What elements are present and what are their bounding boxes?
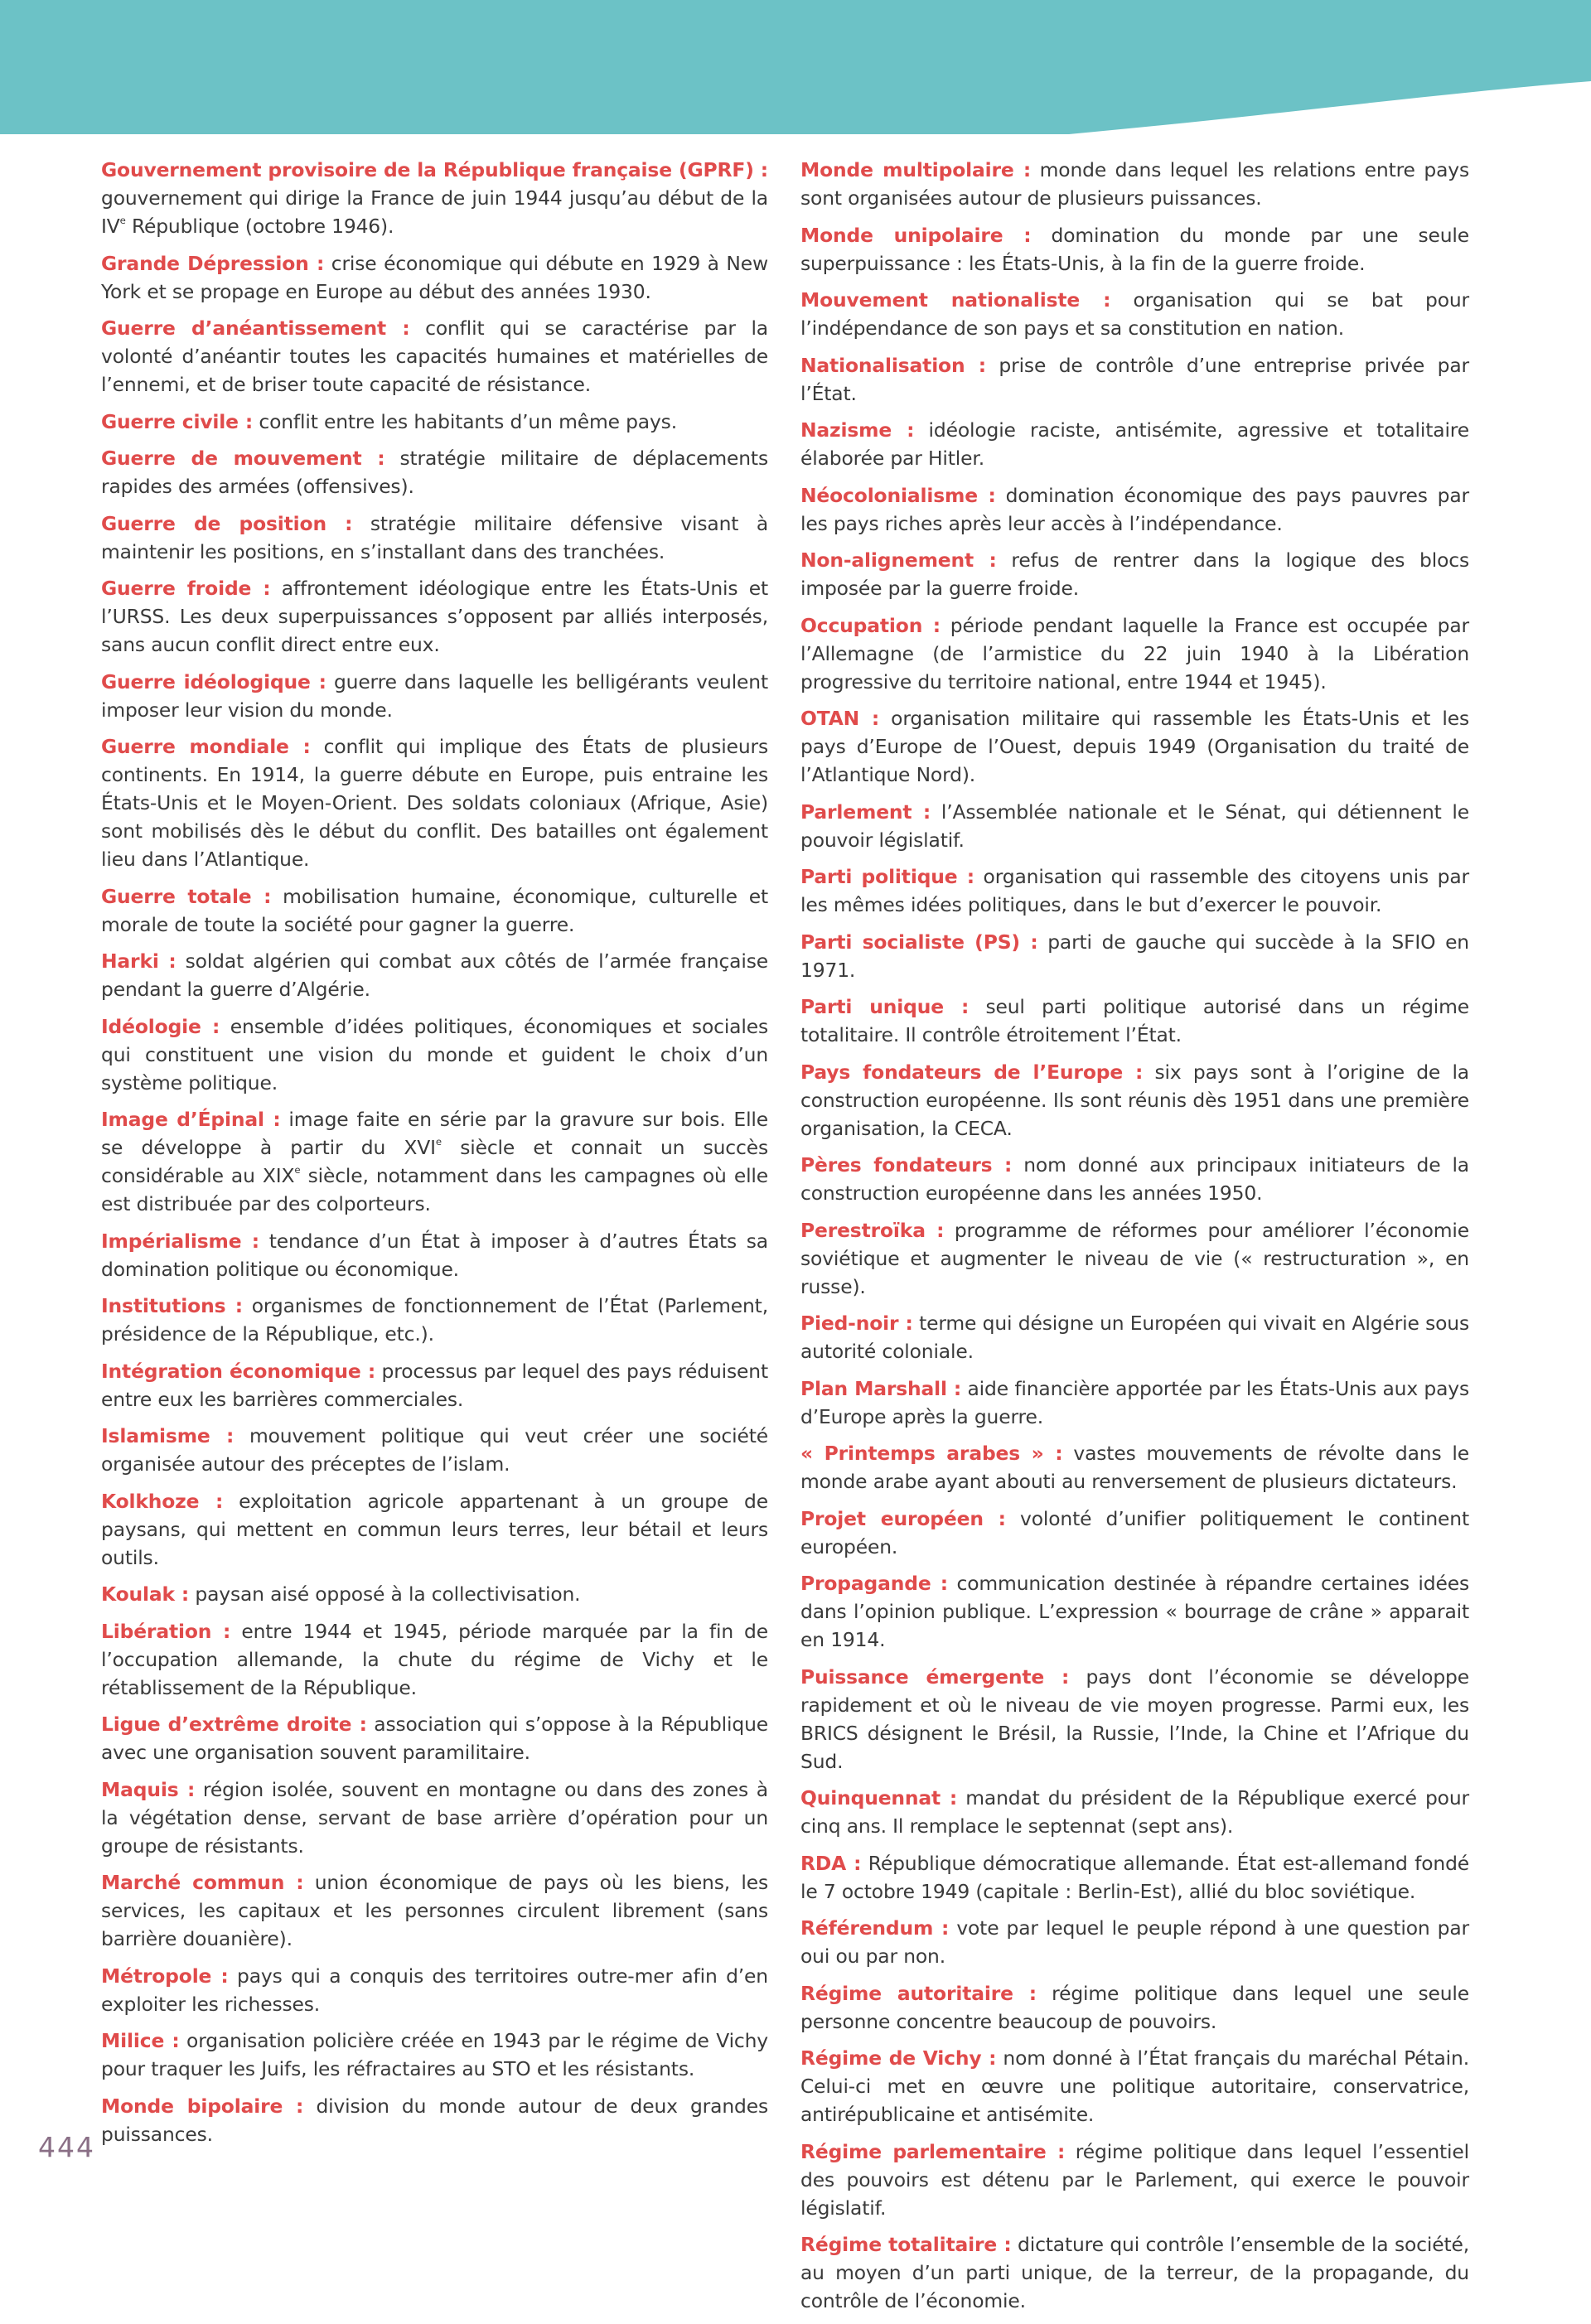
glossary-entry bbox=[101, 1487, 768, 1572]
glossary-entry bbox=[101, 1012, 768, 1097]
glossary-entry bbox=[101, 1962, 768, 2018]
glossary-definition: domination économique des pays pauvres par les pays riches après leur accès à l’indépendance. bbox=[800, 483, 1469, 535]
glossary-term: Parti unique : bbox=[800, 995, 970, 1018]
glossary-entry bbox=[101, 1227, 768, 1283]
glossary-entry bbox=[101, 408, 768, 436]
glossary-definition: région isolée, souvent en montagne ou dans des zones à la végétation dense, servant de base arrière d’opération pour un groupe de résistants. bbox=[101, 1777, 768, 1858]
glossary-definition: conflit qui implique des États de plusieurs continents. En 1914, la guerre débute en Europe, puis entraine les États-Unis et le Moyen-Orient. Des soldats coloniaux (Afrique, Asie) sont mobilisés dès le début du conflit. Des batailles ont également lieu dans l’Atlantique. bbox=[101, 735, 769, 871]
glossary-entry bbox=[101, 1357, 768, 1413]
glossary-entry bbox=[800, 221, 1469, 278]
glossary-definition: siècle et connait un succès considérable au XIX bbox=[101, 1136, 768, 1187]
glossary-entry bbox=[800, 416, 1469, 472]
glossary-entry bbox=[101, 1105, 768, 1218]
glossary-term: Régime parlementaire : bbox=[800, 2139, 1066, 2163]
glossary-definition: organisation policière créée en 1943 par le régime de Vichy pour traquer les Juifs, les réfractaires au STO et les résistants. bbox=[101, 2029, 768, 2080]
glossary-entry bbox=[101, 249, 768, 306]
glossary-column-right bbox=[800, 156, 1469, 2324]
glossary-entry bbox=[101, 882, 768, 939]
glossary-definition: entre 1944 et 1945, période marquée par la fin de l’occupation allemande, la chute du régime de Vichy et le rétablissement de la République. bbox=[101, 1619, 768, 1699]
glossary-definition: République démocratique allemande. État est-allemand fondé le 7 octobre 1949 (capitale : Berlin-Est), allié du bloc soviétique. bbox=[800, 1851, 1470, 1903]
glossary-entry bbox=[101, 574, 768, 659]
glossary-term: Guerre totale : bbox=[101, 884, 272, 908]
glossary-term: Grande Dépression : bbox=[101, 251, 325, 275]
glossary-definition: organisation militaire qui rassemble les États-Unis et les pays d’Europe de l’Ouest, depuis 1949 (Organisation du traité de l’Atlantique Nord). bbox=[800, 707, 1469, 786]
glossary-definition: programme de réformes pour améliorer l’économie soviétique et augmenter le niveau de vie (« restructuration », en russe). bbox=[800, 1218, 1469, 1298]
glossary-definition: tendance d’un État à imposer à d’autres États sa domination politique ou économique. bbox=[101, 1229, 768, 1281]
glossary-definition: conflit qui se caractérise par la volonté d’anéantir toutes les capacités humaines et matérielles de l’ennemi, et de briser toute capacité de résistance. bbox=[101, 316, 768, 396]
glossary-term: Islamisme : bbox=[101, 1424, 235, 1447]
glossary-term: Kolkhoze : bbox=[101, 1489, 224, 1513]
glossary-term: Ligue d’extrême droite : bbox=[101, 1713, 367, 1736]
glossary-term: Image d’Épinal : bbox=[101, 1108, 281, 1131]
glossary-definition: parti de gauche qui succède à la SFIO en 1971. bbox=[800, 930, 1469, 982]
glossary-definition: communication destinée à répandre certaines idées dans l’opinion publique. L’expression « bourrage de crâne » apparait en 1914. bbox=[800, 1572, 1469, 1651]
glossary-definition: soldat algérien qui combat aux côtés de l’armée française pendant la guerre d’Algérie. bbox=[101, 949, 768, 1001]
glossary-definition: organisation qui rassemble des citoyens unis par les mêmes idées politiques, dans le but d’exercer le pouvoir. bbox=[800, 865, 1469, 916]
glossary-definition: pays dont l’économie se développe rapidement et où le niveau de vie moyen progresse. Parmi eux, les BRICS désignent le Brésil, la Russie, l’Inde, la Chine et l’Afrique du Sud. bbox=[800, 1664, 1469, 1773]
glossary-entry bbox=[800, 1309, 1469, 1365]
glossary-term: OTAN : bbox=[800, 707, 880, 730]
glossary-definition: guerre dans laquelle les belligérants veulent imposer leur vision du monde. bbox=[101, 669, 768, 722]
glossary-term: Puissance émergente : bbox=[800, 1664, 1070, 1689]
glossary-term: Nazisme : bbox=[800, 418, 915, 442]
glossary-term: Guerre froide : bbox=[101, 577, 271, 600]
glossary-term: Occupation : bbox=[800, 613, 941, 637]
glossary-entry bbox=[800, 1849, 1469, 1906]
glossary-entry bbox=[101, 156, 768, 240]
glossary-definition: aide financière apportée par les États-Unis aux pays d’Europe après la guerre. bbox=[800, 1376, 1469, 1428]
glossary-definition: ensemble d’idées politiques, économiques et sociales qui constituent une vision du monde et guident le choix d’un système politique. bbox=[101, 1014, 768, 1094]
glossary-term: Propagande : bbox=[800, 1572, 949, 1595]
glossary-entry bbox=[800, 928, 1469, 984]
glossary-term: « Printemps arabes » : bbox=[800, 1442, 1063, 1465]
glossary-term: Parlement : bbox=[800, 800, 931, 824]
header-banner-wave bbox=[0, 0, 1591, 134]
glossary-entry bbox=[800, 546, 1469, 602]
glossary-term: Pays fondateurs de l’Europe : bbox=[800, 1060, 1144, 1084]
glossary-term: Gouvernement provisoire de la République française (GPRF) : bbox=[101, 158, 768, 181]
glossary-term: Pied-noir : bbox=[800, 1312, 913, 1335]
glossary-entry bbox=[101, 668, 768, 724]
page-number: 444 bbox=[38, 2131, 95, 2163]
glossary-term: Monde multipolaire : bbox=[800, 158, 1032, 181]
glossary-term: Monde unipolaire : bbox=[800, 223, 1032, 247]
glossary-definition: mobilisation humaine, économique, culturelle et morale de toute la société pour gagner la guerre. bbox=[101, 884, 768, 936]
glossary-entry bbox=[800, 1375, 1469, 1431]
glossary-entry bbox=[800, 2138, 1469, 2222]
glossary-term: Projet européen : bbox=[800, 1506, 1006, 1530]
glossary-definition: image faite en série par la gravure sur bois. Elle se développe à partir du XVI bbox=[101, 1108, 769, 1159]
glossary-entry bbox=[101, 1292, 768, 1348]
glossary-term: Parti politique : bbox=[800, 865, 974, 888]
glossary-term: Régime autoritaire : bbox=[800, 1981, 1037, 2005]
glossary-definition: terme qui désigne un Européen qui vivait en Algérie sous autorité coloniale. bbox=[800, 1312, 1469, 1363]
glossary-entry bbox=[101, 732, 768, 873]
glossary-entry bbox=[800, 1439, 1469, 1495]
header-banner bbox=[0, 0, 1591, 141]
glossary-definition: nom donné à l’État français du maréchal Pétain. Celui-ci met en œuvre une politique autoritaire, conservatrice, antirépublicaine et antisémite. bbox=[800, 2046, 1469, 2126]
glossary-definition: régime politique dans lequel l’essentiel des pouvoirs est détenu par le Parlement, qui exerce le pouvoir législatif. bbox=[800, 2139, 1469, 2220]
glossary-definition: affrontement idéologique entre les États-Unis et l’URSS. Les deux superpuissances s’opposent par alliés interposés, sans aucun conflit direct entre eux. bbox=[101, 577, 768, 656]
glossary-entry bbox=[800, 798, 1469, 854]
glossary-entry bbox=[800, 1784, 1469, 1840]
glossary-definition: période pendant laquelle la France est occupée par l’Allemagne (de l’armistice du 22 juin 1940 à la Libération progressive du territoire national, entre 1944 et 1945). bbox=[800, 613, 1469, 693]
glossary-definition: République (octobre 1946). bbox=[125, 215, 394, 238]
glossary-term: Libération : bbox=[101, 1619, 231, 1643]
glossary-definition: nom donné aux principaux initiateurs de la construction européenne dans les années 1950. bbox=[800, 1153, 1469, 1205]
superscript: e bbox=[294, 1163, 301, 1176]
glossary-term: Intégration économique : bbox=[101, 1359, 376, 1383]
glossary-definition: monde dans lequel les relations entre pays sont organisées autour de plusieurs puissances. bbox=[800, 158, 1469, 210]
glossary-definition: association qui s’oppose à la République avec une organisation souvent paramilitaire. bbox=[101, 1713, 768, 1764]
glossary-definition: domination du monde par une seule superpuissance : les États-Unis, à la fin de la guerre froide. bbox=[800, 223, 1469, 275]
glossary-entry bbox=[800, 2230, 1469, 2315]
glossary-entry bbox=[800, 1505, 1469, 1561]
glossary-definition: conflit entre les habitants d’un même pays. bbox=[253, 409, 678, 433]
glossary-entry bbox=[101, 510, 768, 566]
glossary-definition: crise économique qui débute en 1929 à New York et se propage en Europe au début des années 1930. bbox=[101, 251, 768, 303]
glossary-term: Marché commun : bbox=[101, 1871, 304, 1894]
glossary-term: Régime totalitaire : bbox=[800, 2233, 1012, 2256]
glossary-entry bbox=[800, 1216, 1469, 1301]
glossary-definition: exploitation agricole appartenant à un groupe de paysans, qui mettent en commun leurs terres, leur bétail et leurs outils. bbox=[101, 1489, 768, 1569]
glossary-entry bbox=[800, 1663, 1469, 1776]
glossary-definition: processus par lequel des pays réduisent entre eux les barrières commerciales. bbox=[101, 1359, 768, 1411]
glossary-definition: stratégie militaire de déplacements rapides des armées (offensives). bbox=[101, 447, 768, 498]
glossary-definition: mouvement politique qui veut créer une société organisée autour des préceptes de l’islam. bbox=[101, 1424, 768, 1476]
glossary-term: Idéologie : bbox=[101, 1014, 220, 1038]
glossary-entry bbox=[800, 611, 1469, 696]
glossary-definition: l’Assemblée nationale et le Sénat, qui détiennent le pouvoir législatif. bbox=[800, 800, 1469, 852]
glossary-definition: union économique de pays où les biens, les services, les capitaux et les personnes circulent librement (sans barrière douanière). bbox=[101, 1871, 769, 1950]
glossary-definition: vastes mouvements de révolte dans le monde arabe ayant abouti au renversement de plusieurs dictateurs. bbox=[800, 1442, 1469, 1493]
glossary-entry bbox=[800, 1979, 1469, 2036]
glossary-term: Quinquennat : bbox=[800, 1786, 958, 1809]
glossary-definition: pays qui a conquis des territoires outre-mer afin d’en exploiter les richesses. bbox=[101, 1964, 768, 2016]
glossary-entry bbox=[800, 862, 1469, 919]
glossary-definition: division du monde autour de deux grandes puissances. bbox=[101, 2094, 768, 2146]
glossary-entry bbox=[101, 1422, 768, 1478]
glossary-definition: prise de contrôle d’une entreprise privée par l’État. bbox=[800, 353, 1469, 405]
glossary-definition: organismes de fonctionnement de l’État (Parlement, présidence de la République, etc.). bbox=[101, 1294, 768, 1346]
glossary-entry bbox=[101, 947, 768, 1003]
glossary-entry bbox=[800, 351, 1469, 408]
glossary-definition: dictature qui contrôle l’ensemble de la société, au moyen d’un parti unique, de la terreur, de la propagande, du contrôle de l’économie. bbox=[800, 2233, 1469, 2312]
glossary-definition: régime politique dans lequel une seule personne concentre beaucoup de pouvoirs. bbox=[800, 1981, 1470, 2033]
glossary-term: Nationalisation : bbox=[800, 353, 986, 377]
glossary-term: Koulak : bbox=[101, 1582, 190, 1606]
glossary-term: Non-alignement : bbox=[800, 548, 997, 572]
glossary-term: Harki : bbox=[101, 949, 177, 973]
glossary-term: RDA : bbox=[800, 1851, 862, 1875]
glossary-term: Pères fondateurs : bbox=[800, 1153, 1013, 1176]
glossary-definition: mandat du président de la République exercé pour cinq ans. Il remplace le septennat (sept ans). bbox=[800, 1786, 1469, 1838]
glossary-column-left bbox=[101, 156, 768, 2157]
glossary-term: Monde bipolaire : bbox=[101, 2094, 304, 2118]
glossary-entry bbox=[800, 1151, 1469, 1207]
glossary-entry bbox=[101, 1580, 768, 1608]
glossary-definition: stratégie militaire défensive visant à maintenir les positions, en s’installant dans des tranchées. bbox=[101, 511, 769, 563]
glossary-entry bbox=[101, 2092, 768, 2148]
glossary-entry bbox=[800, 704, 1469, 789]
glossary-term: Milice : bbox=[101, 2029, 180, 2052]
glossary-term: Néocolonialisme : bbox=[800, 483, 996, 507]
glossary-entry bbox=[800, 2044, 1469, 2128]
glossary-term: Guerre civile : bbox=[101, 409, 254, 433]
glossary-entry bbox=[800, 1058, 1469, 1143]
glossary-term: Guerre de mouvement : bbox=[101, 447, 385, 470]
glossary-definition: siècle, notamment dans les campagnes où elle est distribuée par des colporteurs. bbox=[101, 1164, 769, 1215]
glossary-term: Guerre d’anéantissement : bbox=[101, 316, 410, 340]
glossary-definition: organisation qui se bat pour l’indépendance de son pays et sa constitution en nation. bbox=[800, 288, 1469, 340]
glossary-term: Métropole : bbox=[101, 1964, 229, 1988]
glossary-term: Maquis : bbox=[101, 1777, 196, 1801]
glossary-entry bbox=[800, 1569, 1469, 1654]
glossary-entry bbox=[800, 1914, 1469, 1970]
glossary-definition: volonté d’unifier politiquement le continent européen. bbox=[800, 1506, 1469, 1558]
glossary-term: Parti socialiste (PS) : bbox=[800, 930, 1038, 954]
glossary-term: Guerre de position : bbox=[101, 511, 353, 535]
superscript: e bbox=[435, 1135, 442, 1148]
glossary-entry bbox=[800, 286, 1469, 342]
superscript: e bbox=[119, 214, 126, 226]
glossary-entry bbox=[101, 1868, 768, 1953]
glossary-entry bbox=[800, 993, 1469, 1049]
glossary-definition: vote par lequel le peuple répond à une question par oui ou par non. bbox=[800, 1916, 1469, 1968]
glossary-entry bbox=[800, 156, 1469, 212]
glossary-entry bbox=[101, 444, 768, 500]
glossary-term: Régime de Vichy : bbox=[800, 2046, 997, 2070]
glossary-definition: idéologie raciste, antisémite, agressive et totalitaire élaborée par Hitler. bbox=[800, 418, 1469, 470]
glossary-definition: six pays sont à l’origine de la construction européenne. Ils sont réunis dès 1951 dans une première organisation, la CECA. bbox=[800, 1060, 1469, 1140]
glossary-term: Perestroïka : bbox=[800, 1218, 945, 1242]
glossary-entry bbox=[101, 1776, 768, 1860]
glossary-term: Impérialisme : bbox=[101, 1229, 260, 1253]
glossary-definition: seul parti politique autorisé dans un régime totalitaire. Il contrôle étroitement l’État. bbox=[800, 995, 1470, 1046]
glossary-term: Guerre mondiale : bbox=[101, 735, 311, 758]
glossary-definition: refus de rentrer dans la logique des blocs imposée par la guerre froide. bbox=[800, 548, 1469, 600]
glossary-term: Mouvement nationaliste : bbox=[800, 288, 1111, 312]
glossary-entry bbox=[800, 481, 1469, 538]
glossary-entry bbox=[101, 314, 768, 399]
glossary-definition: gouvernement qui dirige la France de juin 1944 jusqu’au début de la IV bbox=[101, 186, 768, 238]
glossary-term: Référendum : bbox=[800, 1916, 950, 1940]
glossary-definition: paysan aisé opposé à la collectivisation. bbox=[189, 1582, 581, 1606]
glossary-term: Plan Marshall : bbox=[800, 1376, 962, 1400]
glossary-term: Guerre idéologique : bbox=[101, 669, 326, 693]
glossary-entry bbox=[101, 2027, 768, 2083]
glossary-term: Institutions : bbox=[101, 1294, 243, 1317]
glossary-entry bbox=[101, 1617, 768, 1702]
glossary-entry bbox=[101, 1710, 768, 1766]
